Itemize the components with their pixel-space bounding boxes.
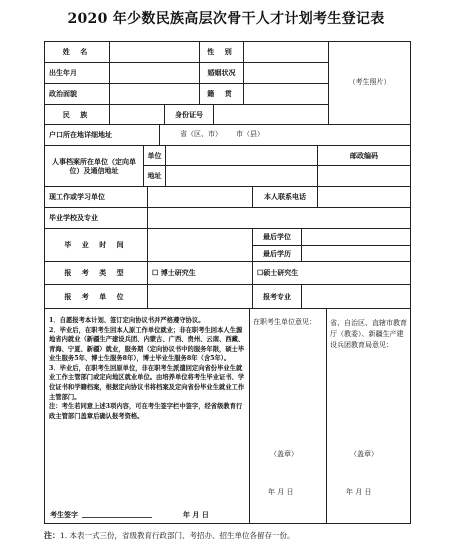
unit-opinion-stamp: （盖章） <box>270 450 298 458</box>
edu-opinion-date: 年 月 日 <box>346 488 372 496</box>
unit-field[interactable] <box>165 145 318 166</box>
hukou-field[interactable] <box>159 124 411 146</box>
political-label: 政治面貌 <box>44 83 110 105</box>
phd-option[interactable]: ☐ 博士研究生 <box>147 261 253 285</box>
archive-unit-label <box>44 145 144 187</box>
phone-field[interactable] <box>317 186 411 208</box>
photo-box: （考生照片） <box>328 41 411 125</box>
edu-opinion-title: 省、自治区、直辖市教育厅（教委）、新疆生产建设兵团教育局意见： <box>330 319 407 349</box>
graduate-label: 毕业学校及专业 <box>44 207 148 229</box>
work-unit-label: 现工作或学习单位 <box>44 186 148 208</box>
address-label: 地址 <box>143 165 166 187</box>
postcode-field[interactable] <box>317 165 411 187</box>
marital-field[interactable] <box>243 62 329 84</box>
edu-opinion-stamp: （盖章） <box>350 450 378 458</box>
native-label: 籍 贯 <box>199 83 244 105</box>
ethnicity-field[interactable] <box>109 104 165 125</box>
unit-opinion-title: 在职考生单位意见： <box>253 318 316 326</box>
apply-major-field[interactable] <box>301 284 411 309</box>
graduate-field[interactable] <box>147 207 411 229</box>
gender-label: 性 别 <box>199 41 244 63</box>
sign-line[interactable] <box>82 517 152 518</box>
form-title: 2020 年少数民族高层次骨干人才计划考生登记表 <box>67 11 385 27</box>
archive-unit-text: 人事档案所在单位（定向单位）及通信地址 <box>52 156 136 175</box>
agreement-text: 1．自愿报考本计划、签订定向协议书并严格遵守协议。 2．毕业后，在职考生回本人原工作单位就业；非在职考生回本人生源地省内就业（新疆生产建设兵团、内蒙古、广西、贵州、云南、西藏、青海、宁夏、新疆）就业，服务期（定向协议书中的服务年限，硕士毕业生服务5年、博士生服务8年），博士毕业生服务8年（含5年）。 3．毕业后，在职考生回原单位，非在职考生派遣回定向省份毕业生就业工作主管部门或定向地区就业单位。由培养单位将考生毕业证书、学位证书和学籍档案，根据定向协议书将档案及定向省份毕业生就业工作主管部门。 注：考生若同意上述3项内容，可在考生签字栏中签字，经省级教育行政主管部门盖章后确认报考资格。 <box>49 317 245 420</box>
hukou-label: 户口所在地详细地址 <box>44 124 160 146</box>
footnote-text: 1. 本表一式三份，省级教育行政部门、考招办、招生单位各留存一份。 <box>60 531 295 540</box>
id-number-field[interactable] <box>213 104 329 125</box>
name-label: 姓 名 <box>44 41 110 63</box>
grad-time-label: 毕 业 时 间 <box>44 228 148 262</box>
apply-unit-label: 报 考 单 位 <box>44 284 148 309</box>
political-field[interactable] <box>109 83 200 105</box>
phone-label: 本人联系电话 <box>252 186 318 208</box>
footnote-prefix: 注： <box>44 530 60 540</box>
name-field[interactable] <box>109 41 200 63</box>
province-text: 省（区、市） <box>180 130 222 139</box>
city-text: 市（县） <box>236 130 264 139</box>
birth-field[interactable] <box>109 62 200 84</box>
agreement-date: 年 月 日 <box>183 510 209 519</box>
unit-label: 单位 <box>143 145 166 166</box>
apply-type-label: 报 考 类 型 <box>44 261 148 285</box>
id-number-label: 身份证号 <box>164 104 214 125</box>
master-option[interactable]: ☐硕士研究生 <box>252 261 411 285</box>
native-field[interactable] <box>243 83 329 105</box>
marital-label: 婚姻状况 <box>199 62 244 84</box>
last-degree-label: 最后学位 <box>252 228 302 246</box>
last-degree-field[interactable] <box>301 228 411 246</box>
grad-time-field[interactable] <box>147 228 253 262</box>
apply-unit-field[interactable] <box>147 284 253 309</box>
postcode-label: 邮政编码 <box>317 145 411 166</box>
work-unit-field[interactable] <box>147 186 253 208</box>
sign-label: 考生签字 <box>50 510 78 519</box>
ethnicity-label: 民 族 <box>44 104 110 125</box>
footnote <box>44 530 295 541</box>
gender-field[interactable] <box>243 41 329 63</box>
last-edu-label: 最后学历 <box>252 245 302 262</box>
apply-major-label: 报考专业 <box>252 284 302 309</box>
last-edu-field[interactable] <box>301 245 411 262</box>
birth-label: 出生年月 <box>44 62 110 84</box>
unit-opinion-date: 年 月 日 <box>268 488 294 496</box>
address-field[interactable] <box>165 165 318 187</box>
